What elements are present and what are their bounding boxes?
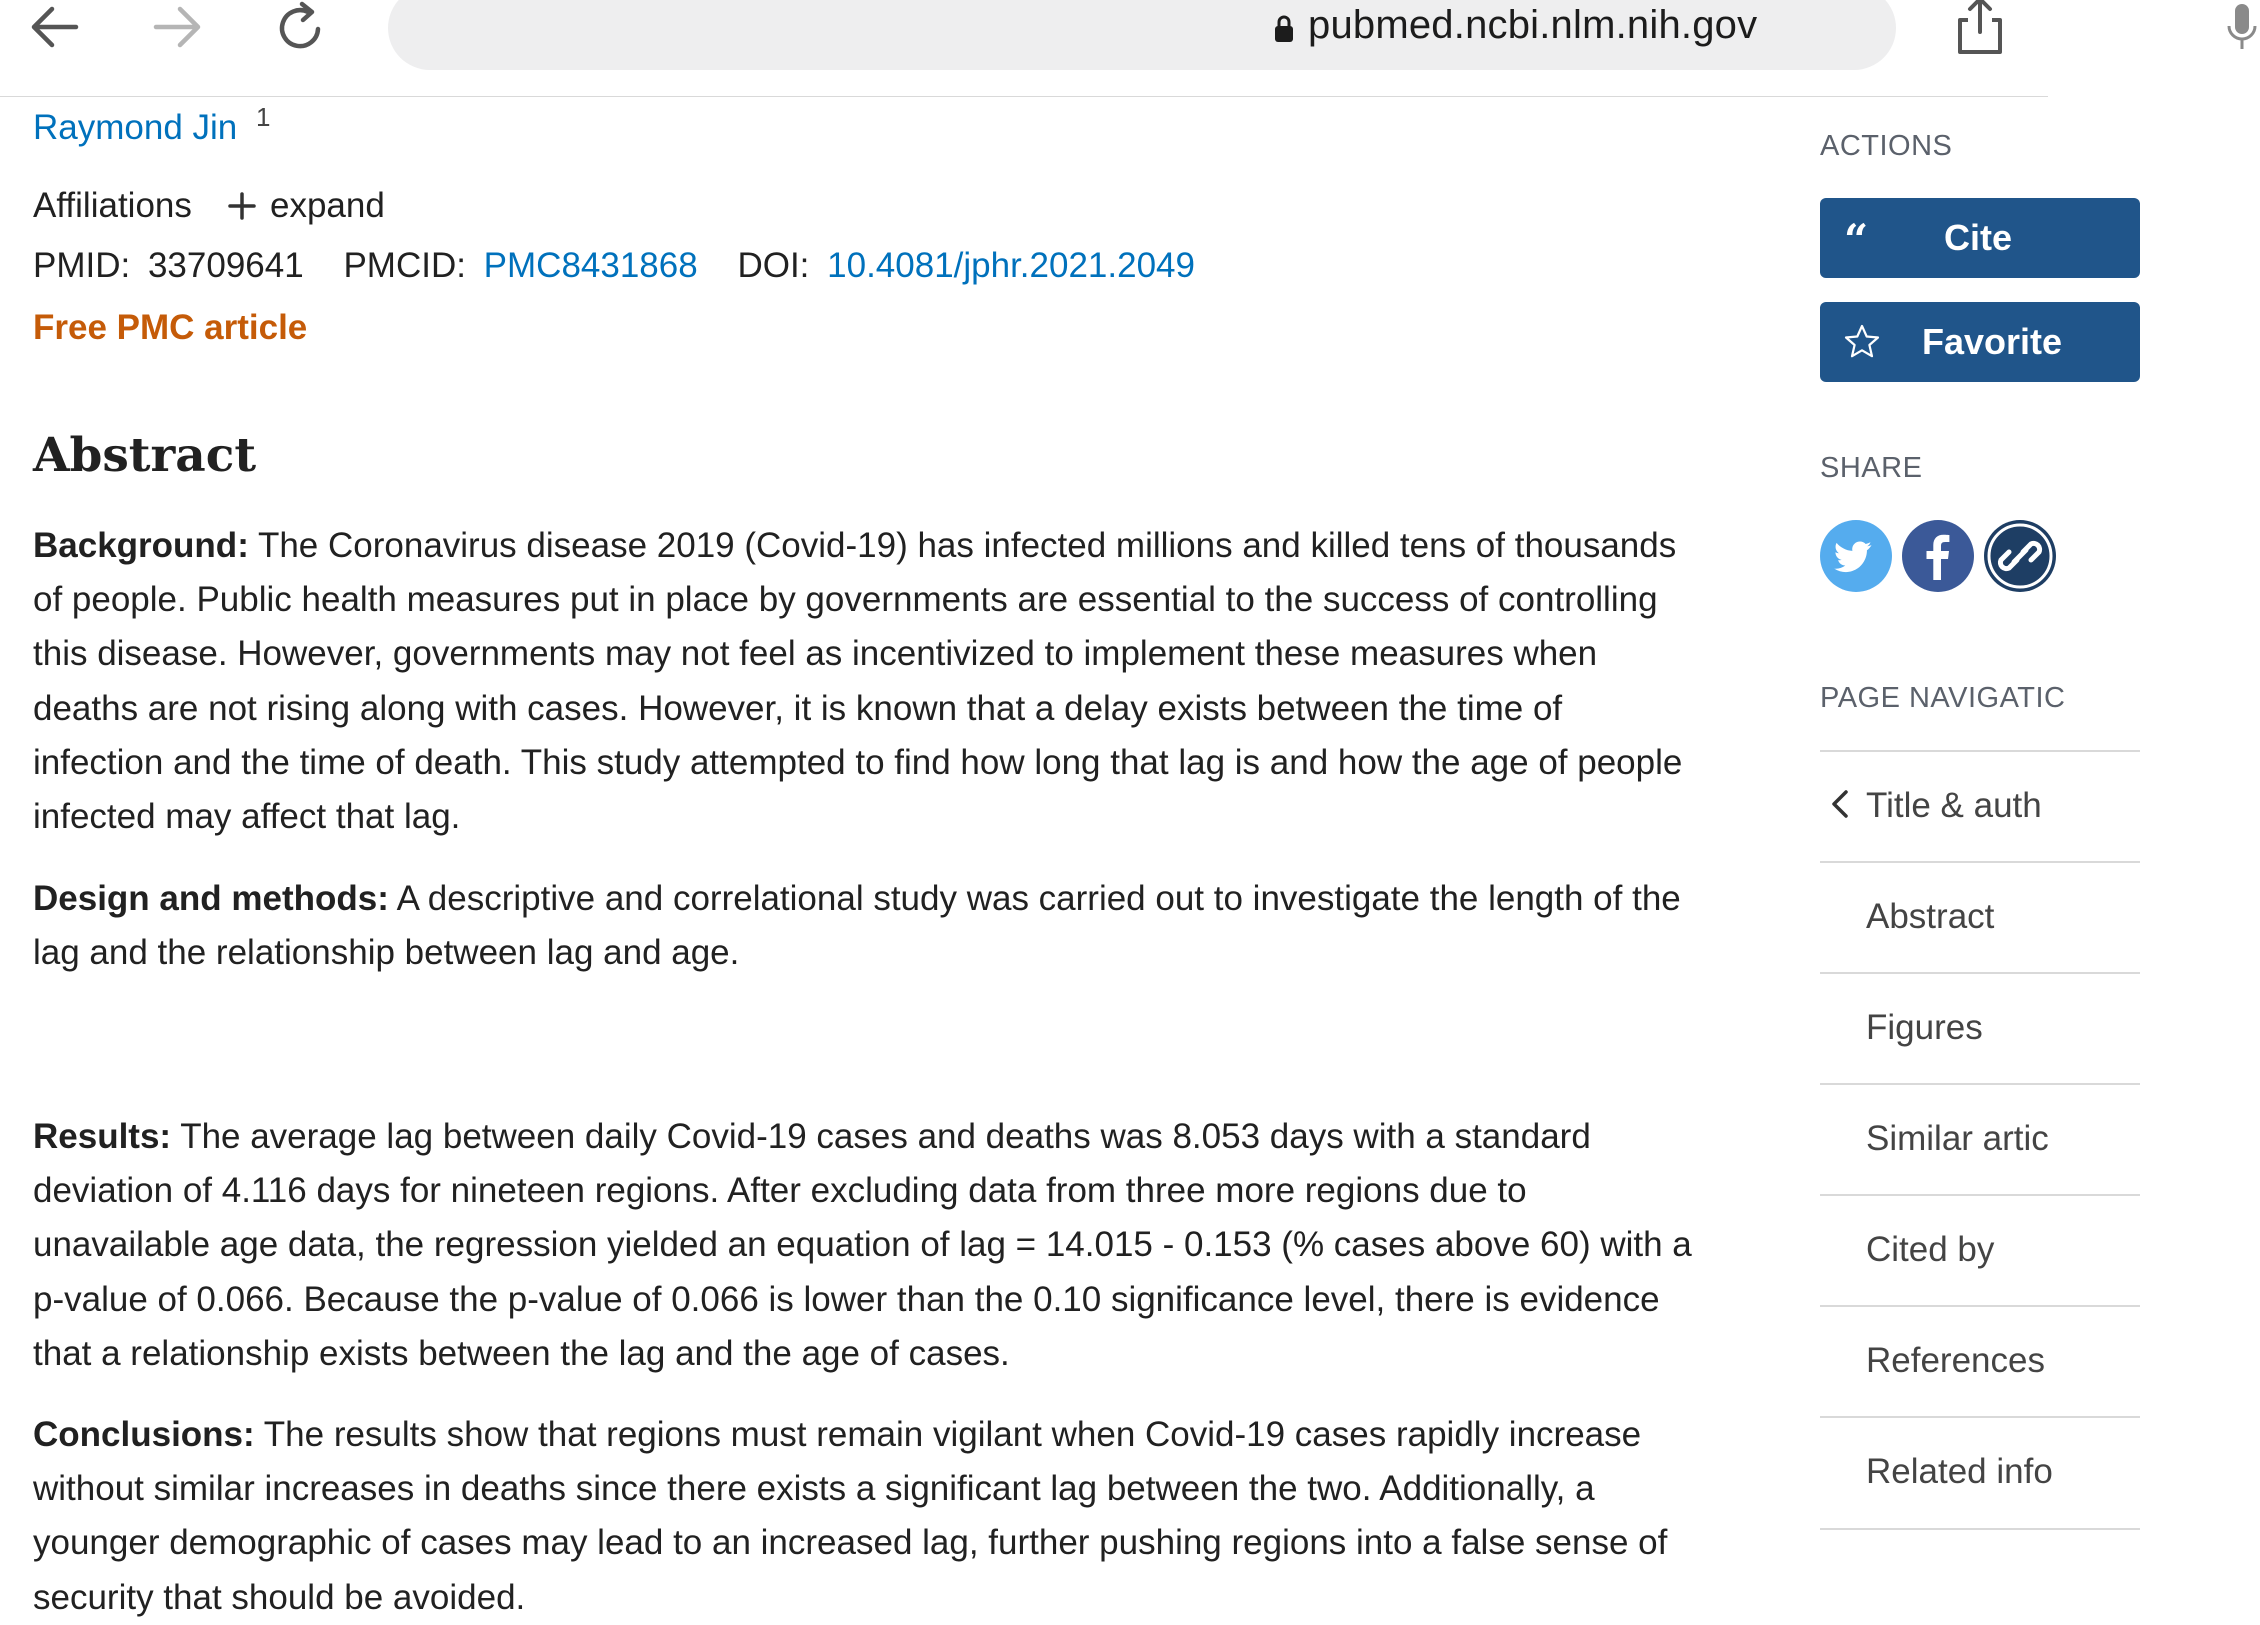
expand-affiliations-button[interactable] bbox=[226, 186, 385, 226]
nav-item-title-authors[interactable] bbox=[1820, 750, 2140, 862]
cite-button[interactable] bbox=[1820, 198, 2140, 278]
nav-item-references[interactable] bbox=[1820, 1305, 2140, 1417]
pmid-label: PMID: bbox=[33, 246, 131, 285]
quote-icon bbox=[1842, 215, 1882, 264]
browser-toolbar bbox=[0, 0, 2048, 97]
nav-item-label: Similar artic bbox=[1866, 1119, 2049, 1158]
reload-icon bbox=[272, 0, 332, 59]
url-text: pubmed.ncbi.nlm.nih.gov bbox=[1308, 3, 1758, 47]
abstract-heading: Abstract bbox=[33, 428, 257, 483]
nav-item-figures[interactable] bbox=[1820, 972, 2140, 1084]
nav-item-label: Title & auth bbox=[1866, 786, 2042, 825]
facebook-icon[interactable] bbox=[1902, 520, 1974, 592]
back-button[interactable] bbox=[24, 0, 88, 58]
nav-item-label: Cited by bbox=[1866, 1230, 1995, 1269]
chevron-left-icon bbox=[1826, 786, 1856, 822]
pmcid-link[interactable]: PMC8431868 bbox=[483, 246, 698, 285]
forward-button[interactable] bbox=[146, 0, 210, 58]
star-icon bbox=[1842, 322, 1882, 362]
abstract-background bbox=[33, 519, 1693, 844]
section-label: Results: bbox=[33, 1117, 172, 1156]
section-label: Conclusions: bbox=[33, 1415, 255, 1454]
nav-item-similar-articles[interactable] bbox=[1820, 1083, 2140, 1195]
twitter-icon[interactable] bbox=[1820, 520, 1892, 592]
address-bar[interactable] bbox=[388, 0, 1896, 70]
svg-text:“: “ bbox=[1844, 215, 1869, 264]
share-icon[interactable] bbox=[1950, 0, 2010, 58]
section-label: Background: bbox=[33, 526, 249, 565]
right-sidebar bbox=[1820, 96, 2066, 1536]
affiliations-label: Affiliations bbox=[33, 186, 192, 225]
expand-label: expand bbox=[270, 186, 385, 225]
share-heading: SHARE bbox=[1820, 452, 1923, 484]
doi-link[interactable]: 10.4081/jphr.2021.2049 bbox=[827, 246, 1195, 285]
author-affiliation-number[interactable]: 1 bbox=[256, 102, 271, 132]
lock-icon bbox=[1274, 14, 1294, 44]
article-identifiers bbox=[33, 246, 1195, 286]
page-navigation-heading: PAGE NAVIGATIC bbox=[1820, 682, 2066, 714]
cite-label: Cite bbox=[1944, 217, 2013, 258]
nav-item-label: References bbox=[1866, 1341, 2045, 1380]
pmid-value: 33709641 bbox=[147, 246, 304, 285]
nav-item-cited-by[interactable] bbox=[1820, 1194, 2140, 1306]
section-text: The results show that regions must remain vigilant when Covid-19 cases rapidly increase without similar increases in deaths since there exists a significant lag between the two. Additionally, a younger demographic of cases may lead to an increased lag, further pushing regions into a false sense of security that should be avoided. bbox=[33, 1415, 1668, 1617]
section-text: The average lag between daily Covid-19 cases and deaths was 8.053 days with a standard deviation of 4.116 days for nineteen regions. After excluding data from three more regions due to unavailable age data, the regression yielded an equation of lag = 14.015 - 0.153 (% cases above 60) with a p-value of 0.066. Because the p-value of 0.066 is lower than the 0.10 significance level, there is evidence that a relationship exists between the lag and the age of cases. bbox=[33, 1117, 1692, 1373]
section-text: A descriptive and correlational study was carried out to investigate the length of the lag and the relationship between lag and age. bbox=[33, 879, 1681, 973]
nav-item-label: Related info bbox=[1866, 1452, 2053, 1491]
abstract-design-methods bbox=[33, 872, 1693, 980]
microphone-icon[interactable] bbox=[2224, 2, 2260, 52]
nav-item-label: Figures bbox=[1866, 1008, 1983, 1047]
actions-heading: ACTIONS bbox=[1820, 130, 1953, 162]
nav-item-related-information[interactable] bbox=[1820, 1416, 2140, 1530]
section-label: Design and methods: bbox=[33, 879, 389, 918]
arrow-left-icon bbox=[26, 0, 86, 59]
permalink-icon[interactable] bbox=[1984, 520, 2056, 592]
pmcid-label: PMCID: bbox=[343, 246, 466, 285]
nav-item-abstract[interactable] bbox=[1820, 861, 2140, 973]
author-link[interactable]: Raymond Jin bbox=[33, 108, 238, 147]
favorites-button[interactable] bbox=[1820, 302, 2140, 382]
favorites-label: Favorite bbox=[1922, 321, 2063, 362]
free-pmc-article-link[interactable]: Free PMC article bbox=[33, 308, 308, 347]
plus-icon bbox=[226, 190, 258, 222]
reload-button[interactable] bbox=[270, 0, 334, 58]
abstract-conclusions bbox=[33, 1408, 1693, 1625]
section-text: The Coronavirus disease 2019 (Covid-19) has infected millions and killed tens of thousands of people. Public health measures put in place by governments are essential to the success of controlling this disease. However, governments may not feel as incentivized to implement these measures when deaths are not rising along with cases. However, it is known that a delay exists between the time of infection and the time of death. This study attempted to find how long that lag is and how the age of people infected may affect that lag. bbox=[33, 526, 1683, 837]
doi-label: DOI: bbox=[737, 246, 810, 285]
abstract-results bbox=[33, 1110, 1693, 1381]
nav-item-label: Abstract bbox=[1866, 897, 1995, 936]
arrow-right-icon bbox=[148, 0, 208, 59]
